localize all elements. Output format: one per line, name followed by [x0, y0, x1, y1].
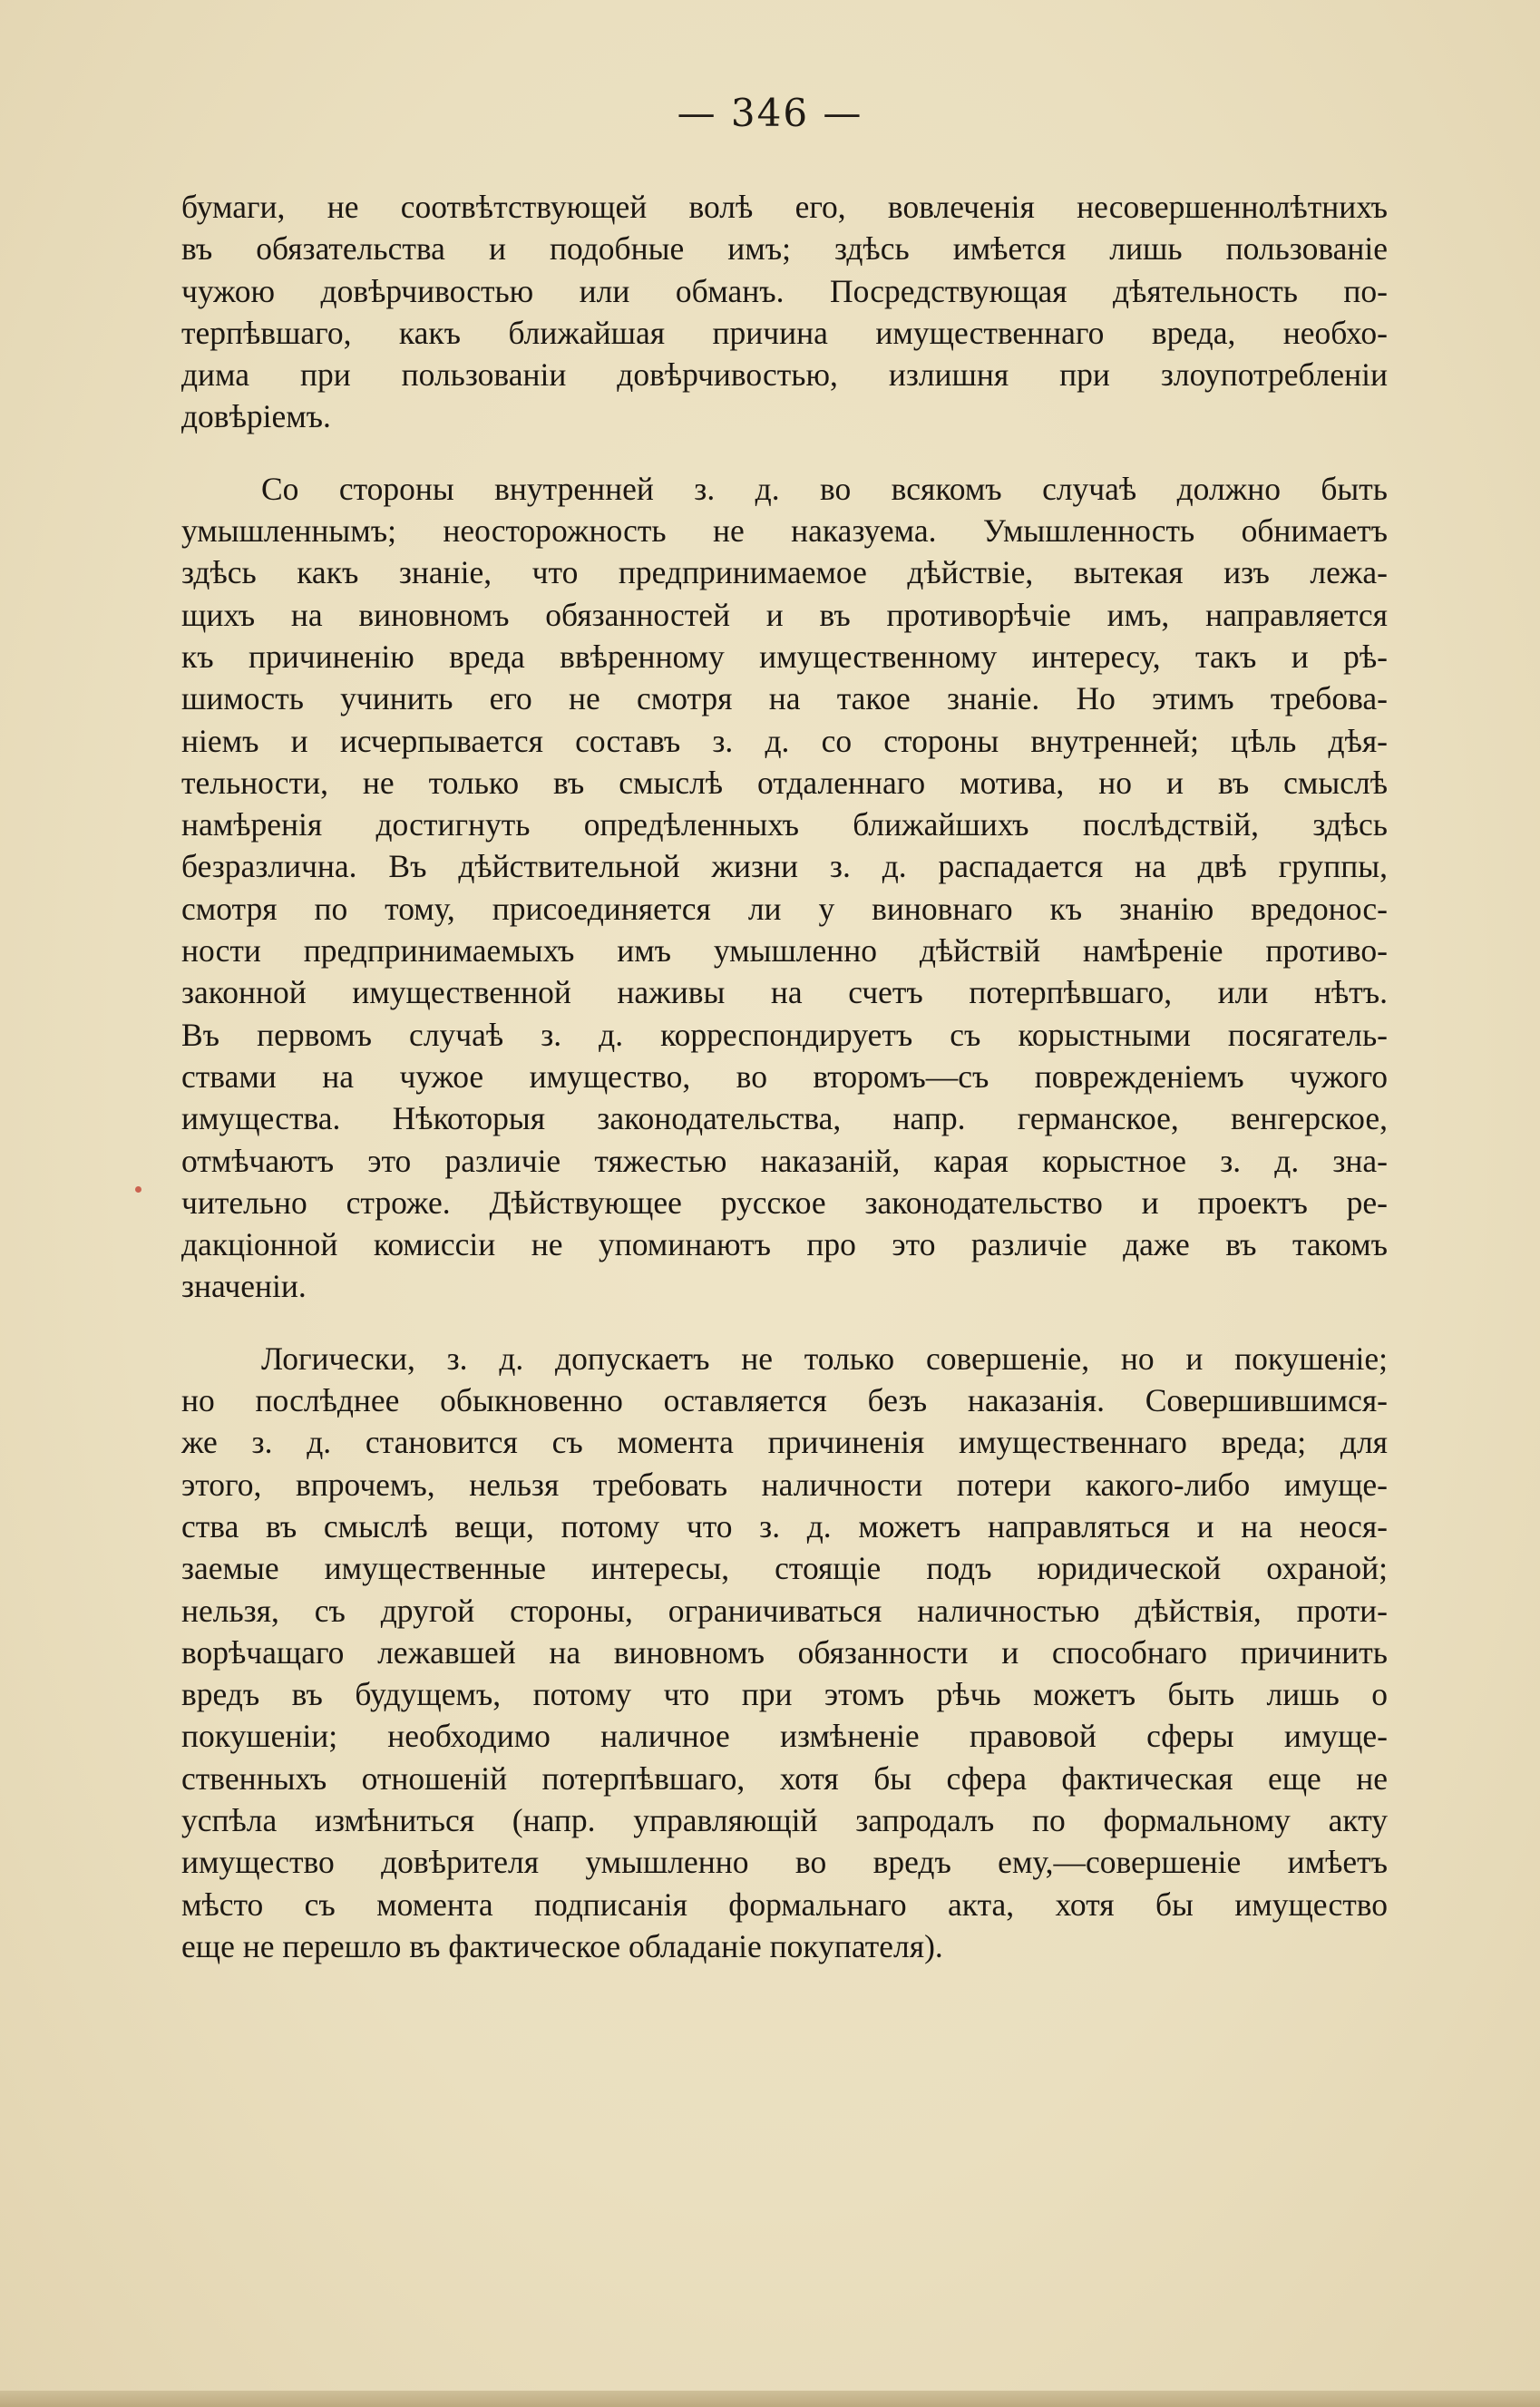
text-line: ніемъ и исчерпывается составъ з. д. со стороны внутренней; цѣль дѣя-	[181, 722, 1388, 759]
text-line: ворѣчащаго лежавшей на виновномъ обязанности и способнаго причинить	[181, 1633, 1388, 1671]
text-line: имущество довѣрителя умышленно во вредъ ему,—совершеніе имѣетъ	[181, 1844, 1388, 1881]
text-line: успѣла измѣниться (напр. управляющій запродалъ по формальному акту	[181, 1801, 1388, 1838]
text-line: ности предпринимаемыхъ имъ умышленно дѣйствій намѣреніе противо-	[181, 932, 1388, 970]
paragraph	[181, 186, 1388, 438]
text-line: же з. д. становится съ момента причиненія имущественнаго вреда; для	[181, 1424, 1388, 1461]
body-text	[181, 186, 1388, 1967]
text-line: но послѣднее обыкновенно оставляется безъ наказанія. Совершившимся-	[181, 1382, 1388, 1419]
text-line: довѣріемъ.	[181, 398, 331, 435]
text-line: ствами на чужое имущество, во второмъ—съ поврежденіемъ чужого	[181, 1057, 1388, 1095]
text-line: бумаги, не соотвѣтствующей волѣ его, вовлеченія несовершеннолѣтнихъ	[181, 189, 1388, 225]
margin-mark	[135, 1186, 141, 1193]
text-line: покушеніи; необходимо наличное измѣненіе правовой сферы имуще-	[181, 1718, 1388, 1755]
text-line: щихъ на виновномъ обязанностей и въ противорѣчіе имъ, направляется	[181, 596, 1388, 633]
page-bottom-edge	[0, 2391, 1540, 2407]
text-line: чужою довѣрчивостью или обманъ. Посредствующая дѣятельность по-	[181, 272, 1388, 309]
text-line: чительно строже. Дѣйствующее русское законодательство и проектъ ре-	[181, 1184, 1388, 1221]
text-line: заемые имущественные интересы, стоящіе подъ юридической охраной;	[181, 1550, 1388, 1587]
text-line: имущества. Нѣкоторыя законодательства, напр. германское, венгерское,	[181, 1100, 1388, 1137]
text-line: въ обязательства и подобные имъ; здѣсь имѣется лишь пользованіе	[181, 230, 1388, 268]
text-line: смотря по тому, присоединяется ли у виновнаго къ знанію вредонос-	[181, 890, 1388, 927]
text-line: ства въ смыслѣ вещи, потому что з. д. можетъ направляться и на неося-	[181, 1507, 1388, 1545]
text-line: къ причиненію вреда ввѣренному имущественному интересу, такъ и рѣ-	[181, 638, 1388, 675]
text-line: законной имущественной наживы на счетъ потерпѣвшаго, или нѣтъ.	[181, 974, 1388, 1011]
text-line: здѣсь какъ знаніе, что предпринимаемое дѣйствіе, вытекая изъ лежа-	[181, 554, 1388, 591]
text-line: Логически, з. д. допускаетъ не только совершеніе, но и покушеніе;	[261, 1340, 1388, 1377]
paragraph	[181, 1338, 1388, 1967]
text-line: вредъ въ будущемъ, потому что при этомъ рѣчь можетъ быть лишь о	[181, 1676, 1388, 1713]
text-line: Въ первомъ случаѣ з. д. корреспондируетъ съ корыстными посягатель-	[181, 1016, 1388, 1053]
text-line: дакціонной комиссіи не упоминаютъ про это различіе даже въ такомъ	[181, 1226, 1388, 1263]
text-line: этого, впрочемъ, нельзя требовать наличности потери какого-либо имуще-	[181, 1466, 1388, 1503]
page-number: — 346 —	[677, 91, 863, 135]
text-line: намѣренія достигнуть опредѣленныхъ ближайшихъ послѣдствій, здѣсь	[181, 806, 1388, 843]
text-line: Со стороны внутренней з. д. во всякомъ случаѣ должно быть	[261, 470, 1388, 507]
text-line: значеніи.	[181, 1268, 307, 1305]
text-line: нельзя, съ другой стороны, ограничиваться наличностью дѣйствія, проти-	[181, 1592, 1388, 1629]
paragraph	[181, 468, 1388, 1308]
text-line: еще не перешло въ фактическое обладаніе покупателя).	[181, 1927, 943, 1964]
text-line: дима при пользованіи довѣрчивостью, излишня при злоупотребленіи	[181, 356, 1388, 394]
text-line: безразлична. Въ дѣйствительной жизни з. д. распадается на двѣ группы,	[181, 848, 1388, 885]
text-line: шимость учинить его не смотря на такое знаніе. Но этимъ требова-	[181, 680, 1388, 717]
text-line: отмѣчаютъ это различіе тяжестью наказаній, карая корыстное з. д. зна-	[181, 1142, 1388, 1179]
text-line: мѣсто съ момента подписанія формальнаго акта, хотя бы имущество	[181, 1886, 1388, 1923]
text-line: тельности, не только въ смыслѣ отдаленнаго мотива, но и въ смыслѣ	[181, 764, 1388, 801]
text-line: ственныхъ отношеній потерпѣвшаго, хотя бы сфера фактическая еще не	[181, 1759, 1388, 1797]
text-line: терпѣвшаго, какъ ближайшая причина имущественнаго вреда, необхо-	[181, 314, 1388, 351]
text-line: умышленнымъ; неосторожность не наказуема. Умышленность обнимаетъ	[181, 512, 1388, 550]
